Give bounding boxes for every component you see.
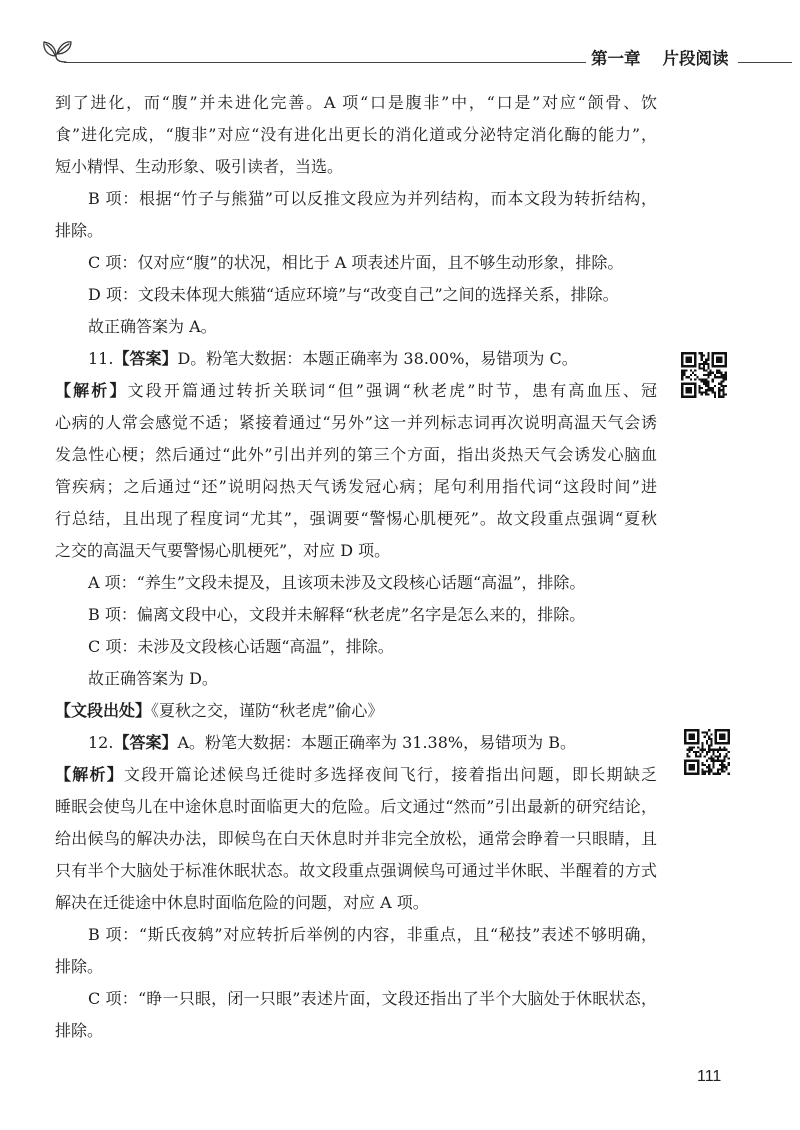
analysis-text: 文段开篇通过转折关联词“但”强调“秋老虎”时节，患有高血压、冠 — [127, 381, 657, 400]
running-header — [591, 49, 729, 69]
q11-conclusion: 故正确答案为 D。 — [88, 669, 218, 688]
sprout-logo-icon — [40, 34, 74, 64]
qr-code-icon — [680, 351, 728, 399]
qr-modules — [684, 729, 730, 775]
source-text: 《夏秋之交，谨防“秋老虎”偷心》 — [151, 701, 384, 720]
text-line — [55, 759, 657, 791]
analysis-label: 【解析】 — [55, 381, 128, 400]
q11-answer — [55, 343, 657, 375]
q12-option-c — [55, 983, 657, 1047]
q10-option-b — [55, 183, 657, 247]
answer-text: A。粉笔大数据：本题正确率为 31.38%，易错项为 B。 — [177, 733, 576, 752]
text-line — [55, 375, 657, 407]
text-line: 发急性心梗；然后通过“此外”引出并列的第三个方面，指出炎热天气会诱发心脑血 — [55, 445, 657, 464]
analysis-label: 【解析】 — [55, 765, 124, 784]
q12-qr-code — [683, 728, 731, 776]
qr-code-icon — [683, 728, 731, 776]
q10-conclusion: 故正确答案为 A。 — [88, 317, 217, 336]
text-line: B 项：“斯氏夜鸫”对应转折后举例的内容，非重点，且“秘技”表述不够明确， — [88, 925, 657, 944]
source-label: 【文段出处】 — [55, 701, 152, 720]
q11-option-a: A 项：“养生”文段未提及，且该项未涉及文段核心话题“高温”，排除。 — [88, 573, 586, 592]
q11-analysis — [55, 375, 657, 567]
page-number: 111 — [697, 1068, 722, 1085]
answer-text: D。粉笔大数据：本题正确率为 38.00%，易错项为 C。 — [177, 349, 578, 368]
text-line: 给出候鸟的解决办法，即候鸟在白天休息时并非完全放松，通常会睁着一只眼睛，且 — [55, 829, 657, 848]
q11-qr-code — [680, 351, 728, 399]
chapter-label: 第一章 — [591, 49, 641, 68]
q10-option-d — [55, 279, 657, 311]
q12-answer — [55, 727, 657, 759]
question-number: 11. — [88, 349, 114, 368]
text-line: 心病的人常会感觉不适；紧接着通过“另外”这一并列标志词再次说明高温天气会诱 — [55, 413, 657, 432]
page-body — [55, 87, 657, 1047]
text-line: 之交的高温天气要警惕心肌梗死”，对应 D 项。 — [55, 541, 391, 560]
answer-label: 【答案】 — [113, 733, 178, 752]
q10-analysis-tail — [55, 87, 657, 183]
question-number: 12. — [88, 733, 114, 752]
analysis-text: 文段开篇论述候鸟迁徙时多选择夜间飞行，接着指出问题，即长期缺乏 — [123, 765, 657, 784]
text-line: C 项：“睁一只眼，闭一只眼”表述片面，文段还指出了半个大脑处于休眠状态， — [88, 989, 657, 1008]
text-line: 只有半个大脑处于标准休眠状态。故文段重点强调候鸟可通过半休眠、半醒着的方式 — [55, 861, 657, 880]
text-line: 睡眠会使鸟儿在中途休息时面临更大的危险。后文通过“然而”引出最新的研究结论， — [55, 797, 657, 816]
header-rule-left — [64, 62, 586, 63]
text-line: 排除。 — [55, 957, 104, 976]
text-line: 管疾病；之后通过“还”说明闷热天气诱发冠心病；尾句利用指代词“这段时间”进 — [55, 477, 657, 496]
q11-source — [55, 695, 657, 727]
text-line: D 项：文段未体现大熊猫“适应环境”与“改变自己”之间的选择关系，排除。 — [88, 285, 619, 304]
q11-option-b: B 项：偏离文段中心，文段并未解释“秋老虎”名字是怎么来的，排除。 — [88, 605, 586, 624]
answer-label: 【答案】 — [113, 349, 178, 368]
header-rule-right — [738, 62, 792, 63]
text-line: 短小精悍、生动形象、吸引读者，当选。 — [55, 157, 344, 176]
q10-option-c — [55, 247, 657, 279]
text-line: 行总结，且出现了程度词“尤其”，强调要“警惕心肌梗死”。故文段重点强调“夏秋 — [55, 509, 657, 528]
q12-analysis — [55, 759, 657, 919]
text-line: 排除。 — [55, 221, 104, 240]
section-label: 片段阅读 — [662, 49, 729, 68]
text-line: 解决在迁徙途中休息时面临危险的问题，对应 A 项。 — [55, 893, 429, 912]
text-line: C 项：仅对应“腹”的状况，相比于 A 项表述片面，且不够生动形象，排除。 — [88, 253, 624, 272]
text-line: B 项：根据“竹子与熊猫”可以反推文段应为并列结构，而本文段为转折结构， — [88, 189, 657, 208]
text-line: 排除。 — [55, 1021, 104, 1040]
qr-modules — [681, 352, 727, 398]
text-line: 食”进化完成，“腹非”对应“没有进化出更长的消化道或分泌特定消化酶的能力”， — [55, 125, 657, 144]
text-line: 到了进化，而“腹”并未进化完善。A 项“口是腹非”中，“口是”对应“颌骨、饮 — [55, 93, 657, 112]
q12-option-b — [55, 919, 657, 983]
q11-option-c: C 项：未涉及文段核心话题“高温”，排除。 — [88, 637, 394, 656]
